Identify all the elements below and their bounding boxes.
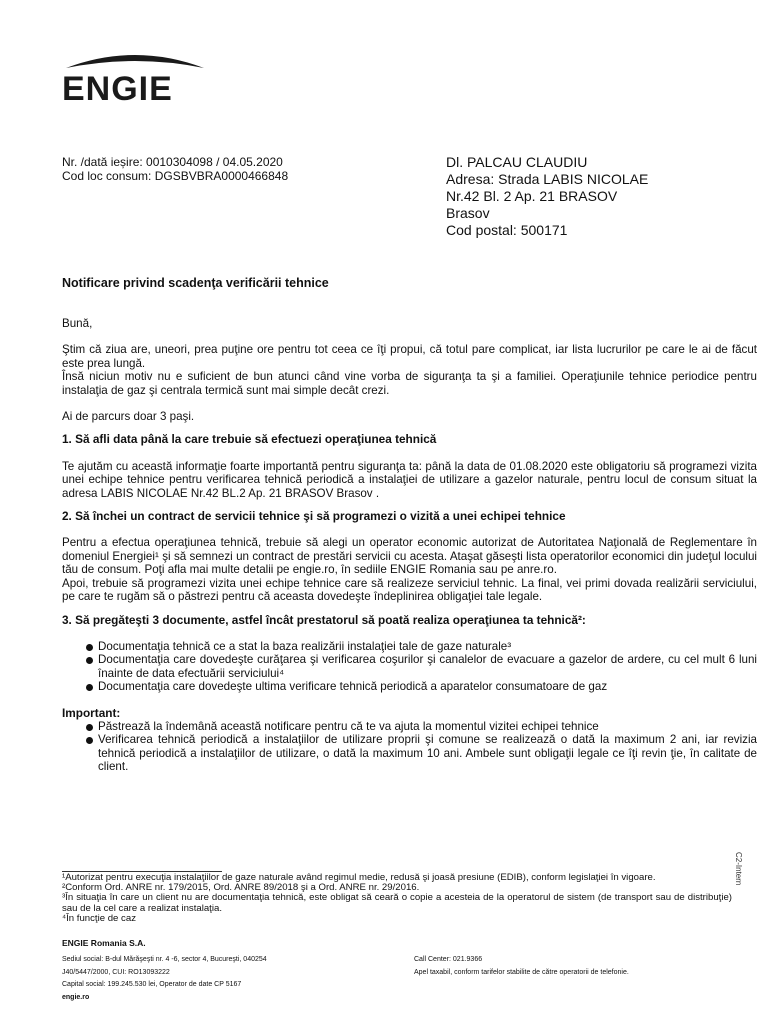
intro-paragraph-1: Ştim că ziua are, uneori, prea puţine ore pentru tot ceea ce îţi propui, că totul pare complicat, iar lista lucrurilor pe care le ai de făcut este prea lungă. (62, 343, 757, 370)
footnotes (62, 873, 732, 924)
recipient-street: Adresa: Strada LABIS NICOLAE (446, 171, 649, 187)
registration-number: J40/5447/2000, CUI: RO13093222 (62, 968, 170, 976)
important-label: Important: (62, 705, 121, 720)
recipient-city: Brasov (446, 205, 490, 221)
important-list (62, 720, 757, 774)
contact-details (414, 954, 629, 979)
footnote-3: ³În situaţia în care un client nu are documentaţia tehnică, este obligat să ceară o copie a acesteia de la operatorul de sistem (de transport sau de distribuţie) sau de la cel care a realizat instalaţia. (62, 892, 732, 914)
step-2-text-2: Apoi, trebuie să programezi vizita unei echipe tehnice care să realizeze serviciul tehnic. La final, vei primi dovada realizării serviciului, pe care te rugăm să o păstrezi pentru că aceasta dovedeşte îndeplinirea obligaţiei tale legale. (62, 576, 757, 604)
company-name: ENGIE Romania S.A. (62, 938, 146, 948)
list-item: Păstrează la îndemână această notificare pentru că te va ajuta la momentul vizitei echipei tehnice (86, 720, 757, 733)
list-item: Documentaţia care dovedeşte ultima verificare tehnică periodică a aparatelor consumatoare de gaz (86, 680, 757, 693)
engie-logo-mark (60, 46, 210, 106)
step-1-text: Te ajutăm cu această informaţie foarte importantă pentru siguranţa ta: până la data de 01.08.2020 este obligatoriu să programezi vizita unei echipe tehnice pentru verificarea tehnică periodică a instalaţiei de utilizare a gazelor naturale, pentru locul de consum situat la adresa LABIS NICOLAE Nr.42 BL.2 Ap. 21 BRASOV Brasov . (62, 459, 757, 500)
consumption-code: Cod loc consum: DGSBVBRA0000466848 (62, 169, 289, 183)
footnote-2: ²Conform Ord. ANRE nr. 179/2015, Ord. ANRE 89/2018 şi a Ord. ANRE nr. 29/2016. (62, 882, 420, 894)
list-item: Documentaţia tehnică ce a stat la baza realizării instalaţiei tale de gaze naturale³ (86, 640, 757, 653)
logo-wordmark: ENGIE (62, 70, 173, 106)
steps-intro: Ai de parcurs doar 3 paşi. (62, 410, 195, 424)
registered-office: Sediul social: B-dul Mărăşeşti nr. 4 -6, sector 4, Bucureşti, 040254 (62, 956, 267, 963)
step-1-heading: 1. Să afli data până la care trebuie să efectuezi operaţiunea tehnică (62, 432, 437, 447)
list-item: Verificarea tehnică periodică a instalaţiilor de utilizare proprii şi comune se realizează o dată la maximum 2 ani, iar revizia tehnică periodică a instalaţiilor de utilizare, o dată la maximum 10 ani. Ambele sunt obligaţii legale ce îţi revin ţie, în calitate de client. (86, 733, 757, 773)
recipient-building: Nr.42 Bl. 2 Ap. 21 BRASOV (446, 188, 618, 204)
classification-tag: C2-Intern (734, 852, 743, 886)
letter-body (62, 317, 757, 774)
engie-logo (60, 46, 210, 106)
greeting: Bună, (62, 317, 93, 330)
website-link[interactable]: engie.ro (62, 993, 90, 1001)
step-2-heading: 2. Să închei un contract de servicii tehnice şi să programezi o vizită a unei echipei tehnice (62, 509, 566, 524)
document-meta (62, 155, 288, 183)
intro-paragraph-2: Însă niciun motiv nu e suficient de bun atunci când vine vorba de siguranţa ta şi a familiei. Operaţiunile tehnice periodice pentru instalaţia de gaz şi centrala termică sunt mai simple decât crezi. (62, 370, 757, 397)
footnote-4: ⁴În funcţie de caz (62, 912, 136, 924)
footnote-1: ¹Autorizat pentru execuţia instalaţiilor de gaze naturale având regimul medie, redusă şi joasă presiune (EDIB), conform legislaţiei în vigoare. (62, 872, 656, 883)
document-number: Nr. /dată ieșire: 0010304098 / 04.05.2020 (62, 155, 283, 169)
step-2-text-1: Pentru a efectua operaţiunea tehnică, trebuie să alegi un operator economic autorizat de Autoritatea Naţională de Reglementare în domeniul Energiei¹ şi să semnezi un contract de prestări servicii cu acesta. Ataşat găseşti lista operatorilor economici din judeţul locului tău de consum. Poţi afla mai multe detalii pe engie.ro, în sediile ENGIE Romania sau pe anre.ro. (62, 536, 757, 577)
letter-title: Notificare privind scadenţa verificării tehnice (62, 276, 329, 290)
documents-list (62, 640, 757, 694)
step-3-heading: 3. Să pregăteşti 3 documente, astfel încât prestatorul să poată realiza operaţiunea ta tehnică²: (62, 612, 586, 627)
recipient-name: Dl. PALCAU CLAUDIU (446, 154, 588, 170)
recipient-address (446, 154, 648, 239)
call-charges-note: Apel taxabil, conform tarifelor stabilite de către operatorii de telefonie. (414, 968, 629, 976)
company-details (62, 954, 267, 1004)
recipient-postal-code: Cod postal: 500171 (446, 222, 568, 238)
share-capital: Capital social: 199.245.530 lei, Operator de date CP 5167 (62, 981, 242, 988)
call-center: Call Center: 021.9366 (414, 956, 483, 963)
list-item: Documentaţia care dovedeşte curăţarea şi verificarea coşurilor şi canalelor de evacuare a gazelor de ardere, cu cel mult 6 luni înainte de data efectuării serviciului⁴ (86, 653, 757, 680)
